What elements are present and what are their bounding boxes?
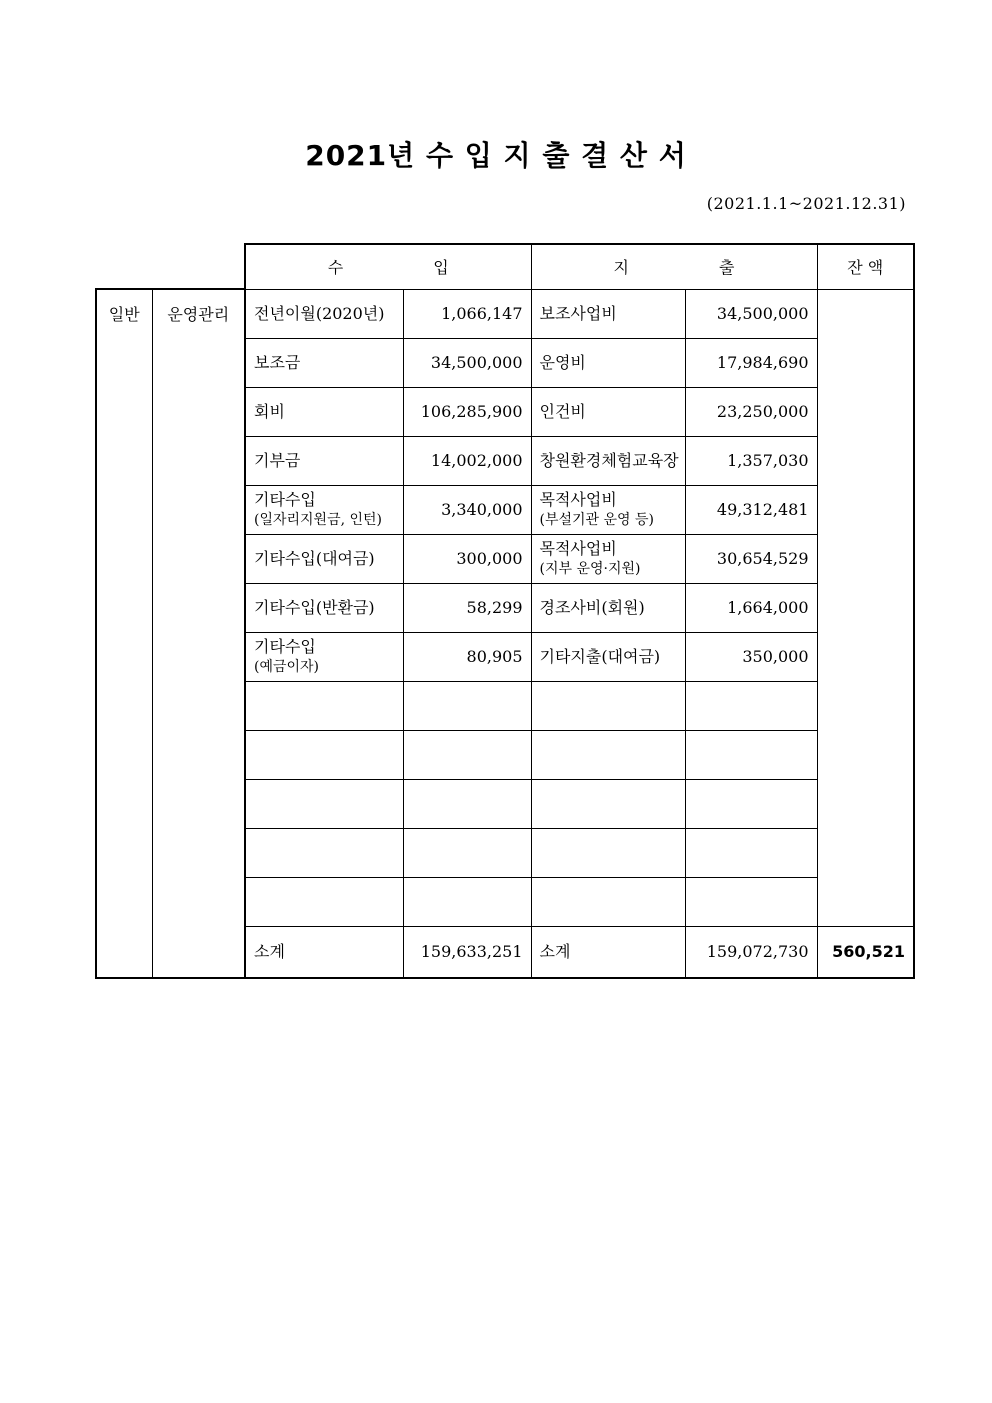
income-item-text: 기타수입	[254, 637, 316, 657]
income-item	[245, 779, 403, 828]
expense-item	[531, 828, 685, 877]
income-amount	[403, 730, 531, 779]
income-amount	[403, 779, 531, 828]
expense-item	[531, 485, 685, 534]
expense-amount: 1,357,030	[685, 436, 817, 485]
balance-empty-cell	[817, 289, 914, 926]
income-total-label: 소계	[245, 926, 403, 978]
period-range: (2021.1.1~2021.12.31)	[706, 194, 906, 213]
expense-amount	[685, 877, 817, 926]
expense-item	[531, 534, 685, 583]
expense-item	[531, 583, 685, 632]
expense-item	[531, 632, 685, 681]
income-item-text: 기타수입(반환금)	[254, 597, 375, 617]
table-row	[96, 289, 914, 338]
income-amount	[403, 828, 531, 877]
income-item	[245, 877, 403, 926]
expense-item	[531, 436, 685, 485]
header-row	[96, 244, 914, 289]
expense-item-text: 인건비	[539, 401, 586, 421]
income-amount	[403, 681, 531, 730]
income-item-text: 기타수입	[254, 490, 316, 510]
income-header: 수 입	[245, 244, 531, 289]
expense-item-text: 창원환경체험교육장	[539, 450, 679, 470]
balance-amount: 560,521	[817, 926, 914, 978]
balance-header: 잔 액	[817, 244, 914, 289]
income-item	[245, 730, 403, 779]
expense-item-text: 목적사업비	[539, 490, 617, 510]
income-item-subtext: (예금이자)	[254, 658, 320, 675]
expense-header: 지 출	[531, 244, 817, 289]
expense-amount: 350,000	[685, 632, 817, 681]
expense-item-text: 목적사업비	[539, 539, 617, 559]
income-amount	[403, 877, 531, 926]
income-amount: 106,285,900	[403, 387, 531, 436]
expense-item	[531, 877, 685, 926]
expense-amount	[685, 828, 817, 877]
expense-item-text: 보조사업비	[539, 303, 617, 323]
expense-amount: 1,664,000	[685, 583, 817, 632]
income-amount: 1,066,147	[403, 289, 531, 338]
division-cell: 일반	[96, 289, 152, 978]
income-item	[245, 289, 403, 338]
ledger-table	[95, 243, 915, 979]
income-amount: 3,340,000	[403, 485, 531, 534]
expense-item	[531, 338, 685, 387]
income-amount: 300,000	[403, 534, 531, 583]
expense-item-subtext: (부설기관 운영 등)	[539, 511, 654, 528]
income-item	[245, 632, 403, 681]
income-item	[245, 338, 403, 387]
expense-amount	[685, 730, 817, 779]
expense-item-text: 경조사비(회원)	[539, 597, 645, 617]
income-item	[245, 828, 403, 877]
income-item-text: 전년이월(2020년)	[254, 303, 385, 323]
income-amount: 14,002,000	[403, 436, 531, 485]
income-item	[245, 534, 403, 583]
income-total-amount: 159,633,251	[403, 926, 531, 978]
expense-amount: 17,984,690	[685, 338, 817, 387]
income-item-text: 보조금	[254, 352, 301, 372]
income-item	[245, 387, 403, 436]
expense-amount	[685, 681, 817, 730]
income-item	[245, 485, 403, 534]
income-item-text: 회비	[254, 401, 285, 421]
expense-item	[531, 779, 685, 828]
section-cell: 운영관리	[152, 289, 245, 978]
income-item	[245, 681, 403, 730]
income-amount: 58,299	[403, 583, 531, 632]
expense-item-text: 운영비	[539, 352, 586, 372]
expense-item-subtext: (지부 운영·지원)	[539, 560, 641, 577]
income-item	[245, 583, 403, 632]
expense-amount: 23,250,000	[685, 387, 817, 436]
income-amount: 80,905	[403, 632, 531, 681]
income-item	[245, 436, 403, 485]
expense-total-amount: 159,072,730	[685, 926, 817, 978]
income-amount: 34,500,000	[403, 338, 531, 387]
expense-item	[531, 289, 685, 338]
expense-amount	[685, 779, 817, 828]
expense-total-label: 소계	[531, 926, 685, 978]
document-title: 2021년 수 입 지 출 결 산 서	[305, 139, 687, 172]
expense-item	[531, 681, 685, 730]
expense-amount: 34,500,000	[685, 289, 817, 338]
income-item-text: 기타수입(대여금)	[254, 548, 375, 568]
expense-item	[531, 730, 685, 779]
income-item-subtext: (일자리지원금, 인턴)	[254, 511, 383, 528]
expense-item	[531, 387, 685, 436]
income-item-text: 기부금	[254, 450, 301, 470]
expense-amount: 49,312,481	[685, 485, 817, 534]
expense-amount: 30,654,529	[685, 534, 817, 583]
expense-item-text: 기타지출(대여금)	[539, 646, 661, 666]
